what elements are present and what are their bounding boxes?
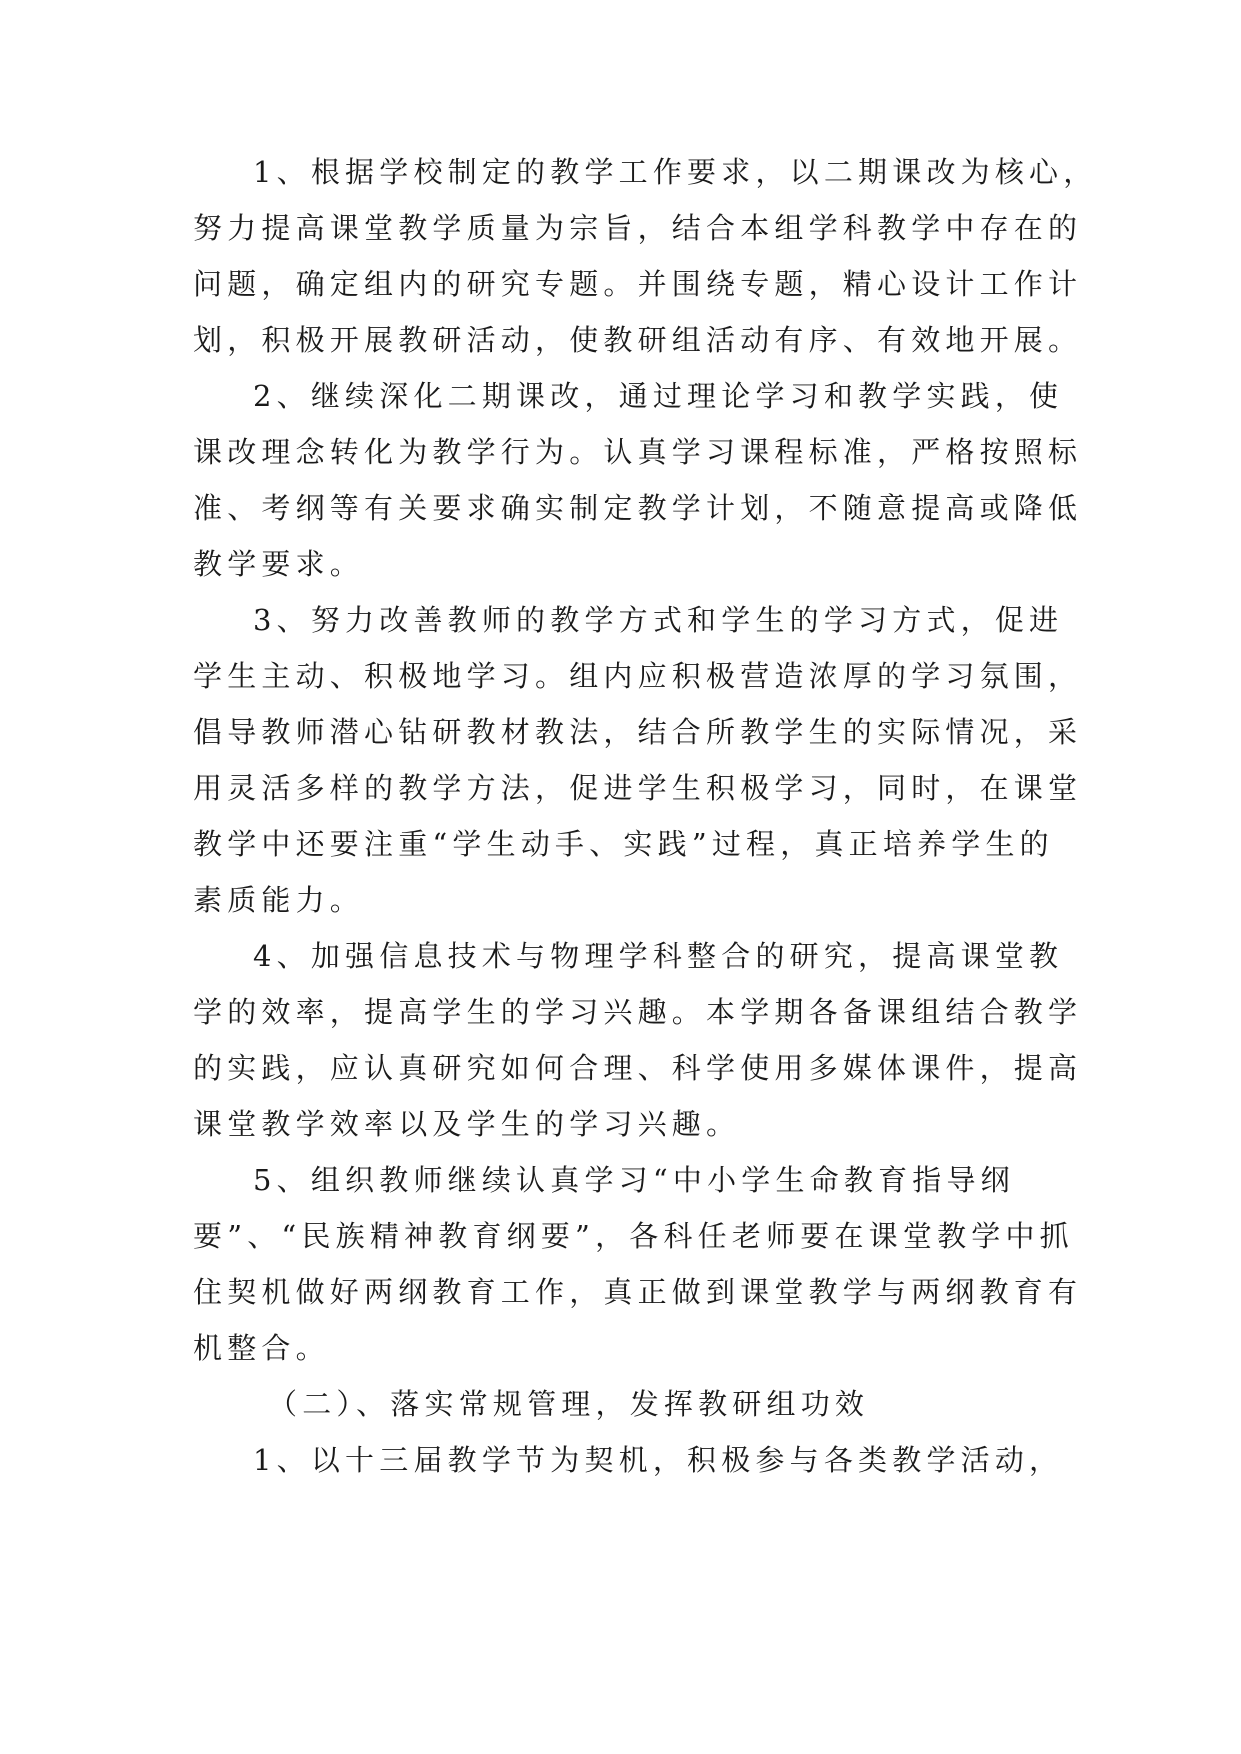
text-line: 1、根据学校制定的教学工作要求，以二期课改为核心， xyxy=(253,155,1098,189)
text-line: 倡导教师潜心钻研教材教法，结合所教学生的实际情况，采 xyxy=(193,715,1083,749)
text-line: 住契机做好两纲教育工作，真正做到课堂教学与两纲教育有 xyxy=(193,1275,1083,1309)
text-line: 机整合。 xyxy=(193,1331,330,1365)
text-line: 的实践，应认真研究如何合理、科学使用多媒体课件，提高 xyxy=(193,1051,1083,1085)
text-line: 学的效率，提高学生的学习兴趣。本学期各备课组结合教学 xyxy=(193,995,1083,1029)
text-line: 问题，确定组内的研究专题。并围绕专题，精心设计工作计 xyxy=(193,267,1083,301)
text-line: 课改理念转化为教学行为。认真学习课程标准，严格按照标 xyxy=(193,435,1083,469)
text-line: 课堂教学效率以及学生的学习兴趣。 xyxy=(193,1107,741,1141)
text-line: 努力提高课堂教学质量为宗旨，结合本组学科教学中存在的 xyxy=(193,211,1083,245)
text-line: 要”、“民族精神教育纲要”，各科任老师要在课堂教学中抓 xyxy=(193,1219,1074,1253)
text-line: 2、继续深化二期课改，通过理论学习和教学实践，使 xyxy=(253,379,1064,413)
text-line: 素质能力。 xyxy=(193,883,365,917)
text-line: 4、加强信息技术与物理学科整合的研究，提高课堂教 xyxy=(253,939,1064,973)
text-line: 准、考纲等有关要求确实制定教学计划，不随意提高或降低 xyxy=(193,491,1083,525)
section-heading: （二）、落实常规管理，发挥教研组功效 xyxy=(268,1387,870,1421)
text-line: 1、以十三届教学节为契机，积极参与各类教学活动， xyxy=(253,1443,1064,1477)
text-line: 划，积极开展教研活动，使教研组活动有序、有效地开展。 xyxy=(193,323,1083,357)
text-line: 3、努力改善教师的教学方式和学生的学习方式，促进 xyxy=(253,603,1064,637)
text-line: 教学要求。 xyxy=(193,547,365,581)
text-line: 5、组织教师继续认真学习“中小学生命教育指导纲 xyxy=(253,1163,1015,1197)
text-line: 用灵活多样的教学方法，促进学生积极学习，同时，在课堂 xyxy=(193,771,1083,805)
text-line: 学生主动、积极地学习。组内应积极营造浓厚的学习氛围， xyxy=(193,659,1083,693)
text-line: 教学中还要注重“学生动手、实践”过程，真正培养学生的 xyxy=(193,827,1054,861)
